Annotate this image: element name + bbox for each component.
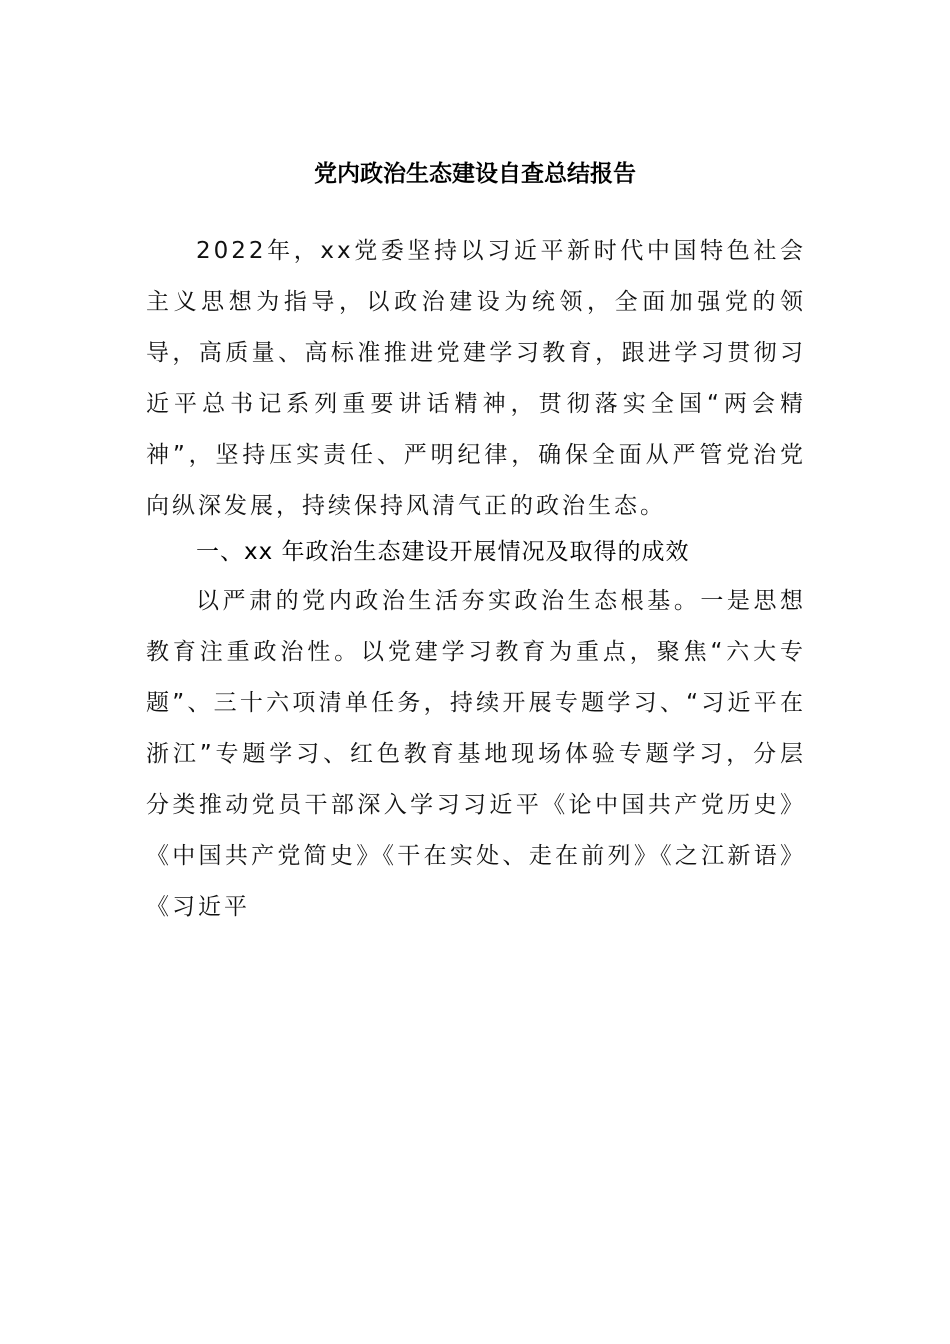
intro-paragraph: 2022年，xx党委坚持以习近平新时代中国特色社会主义思想为指导，以政治建设为统领，全面加强党的领导，高质量、高标准推进党建学习教育，跟进学习贯彻习近平总书记系列重要讲话精神，贯彻落实全国“两会精神”，坚持压实责任、严明纪律，确保全面从严管党治党向纵深发展，持续保持风清气正的政治生态。: [146, 238, 806, 519]
document-title: 党内政治生态建设自查总结报告: [314, 160, 636, 187]
section-heading: 一、xx 年政治生态建设开展情况及取得的成效: [196, 539, 690, 565]
intro-paragraph-block: [146, 226, 806, 532]
section-paragraph-block: [146, 576, 806, 933]
section-paragraph: 以严肃的党内政治生活夯实政治生态根基。一是思想教育注重政治性。以党建学习教育为重点，聚焦“六大专题”、三十六项清单任务，持续开展专题学习、“习近平在浙江”专题学习、红色教育基地现场体验专题学习，分层分类推动党员干部深入学习习近平《论中国共产党历史》《中国共产党简史》《干在实处、走在前列》《之江新语》《习近平: [146, 588, 806, 920]
